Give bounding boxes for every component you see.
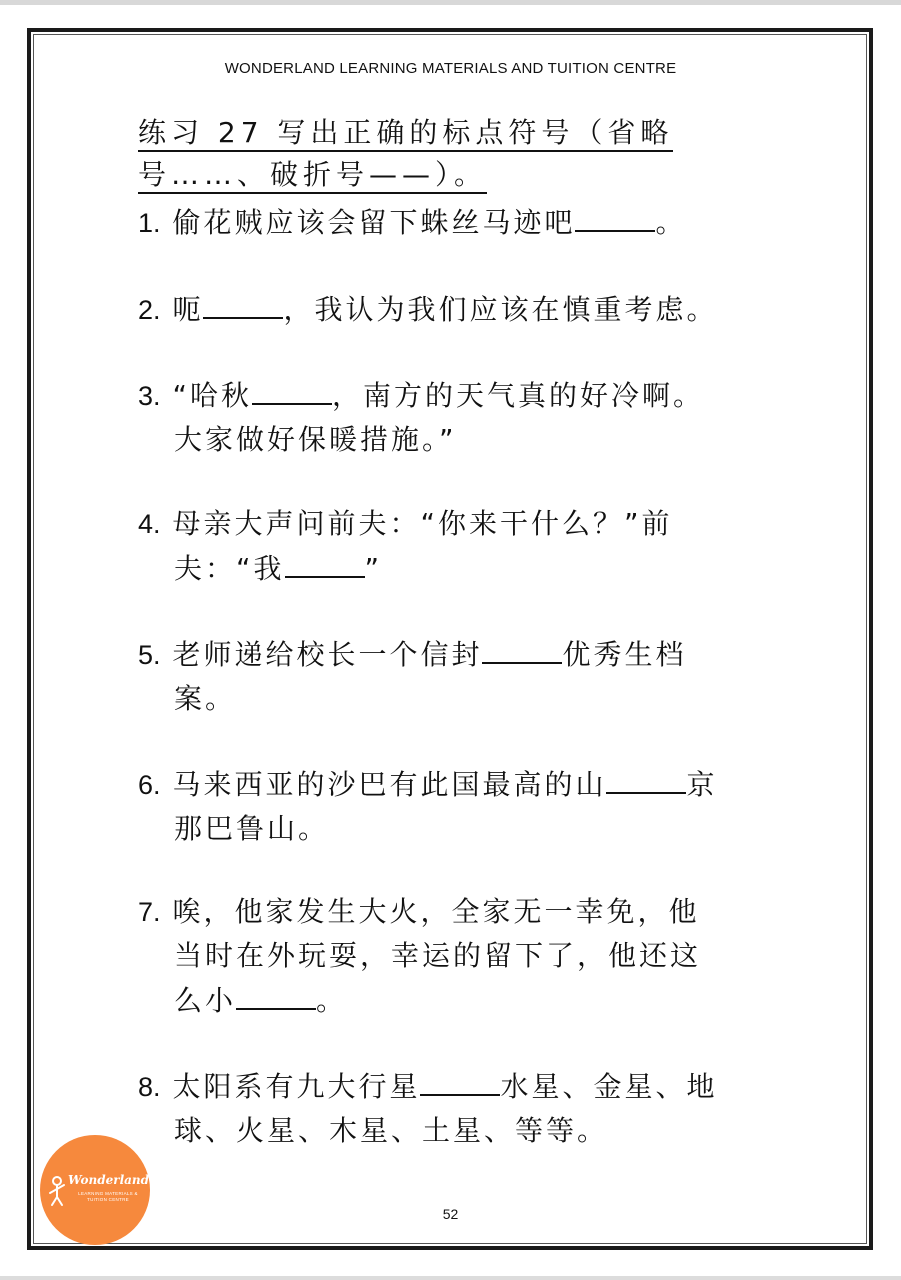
question-text: 案。	[174, 682, 237, 715]
question-text: ，南方的天气真的好冷啊。	[331, 379, 704, 412]
answer-blank[interactable]	[420, 1064, 500, 1096]
question-number: 8.	[138, 1072, 161, 1102]
question-text: 唉，他家发生大火，全家无一幸免，他	[172, 895, 700, 928]
bottom-strip	[0, 1276, 901, 1280]
question-4	[138, 502, 778, 591]
question-text: 偷花贼应该会留下蛛丝马迹吧	[172, 206, 576, 239]
question-text: 当时在外玩耍，幸运的留下了，他还这	[174, 939, 702, 972]
answer-blank[interactable]	[606, 762, 686, 794]
person-icon	[46, 1175, 68, 1207]
wonderland-logo	[40, 1135, 150, 1245]
question-7	[138, 890, 778, 1023]
question-text: 老师递给校长一个信封	[172, 638, 483, 671]
page-number: 52	[442, 1206, 459, 1222]
answer-blank[interactable]	[203, 287, 283, 319]
question-text: ”	[364, 552, 383, 585]
question-text: 马来西亚的沙巴有此国最高的山	[172, 768, 607, 801]
top-strip	[0, 0, 901, 5]
question-text: ，我认为我们应该在慎重考虑。	[283, 293, 718, 326]
logo-name: Wonderland	[68, 1173, 150, 1187]
question-1	[138, 200, 778, 245]
page-header: WONDERLAND LEARNING MATERIALS AND TUITION CENTRE	[224, 60, 677, 77]
question-number: 5.	[138, 640, 161, 670]
question-3	[138, 373, 778, 462]
answer-blank[interactable]	[482, 632, 562, 664]
question-text: 么小	[174, 984, 237, 1017]
answer-blank[interactable]	[252, 373, 332, 405]
title-line-1: 练习 27 写出正确的标点符号（省略	[138, 116, 673, 152]
logo-subtitle: LEARNING MATERIALS & TUITION CENTRE	[78, 1191, 138, 1202]
question-text: 太阳系有九大行星	[172, 1070, 421, 1103]
title-line-2: 号……、破折号——）。	[138, 158, 487, 194]
question-text: 。	[316, 984, 348, 1017]
question-number: 4.	[138, 509, 161, 539]
question-2	[138, 287, 778, 332]
question-number: 3.	[138, 381, 161, 411]
question-text: 水星、金星、地	[500, 1070, 718, 1103]
answer-blank[interactable]	[575, 200, 655, 232]
question-number: 2.	[138, 295, 161, 325]
question-text: 。	[655, 206, 687, 239]
question-text: 优秀生档	[562, 638, 687, 671]
question-8	[138, 1064, 778, 1153]
question-number: 7.	[138, 897, 161, 927]
question-text: 呃	[172, 293, 204, 326]
answer-blank[interactable]	[236, 978, 316, 1010]
question-text: “哈秋	[172, 379, 252, 412]
question-number: 1.	[138, 208, 161, 238]
question-text: 球、火星、木星、土星、等等。	[174, 1114, 609, 1147]
question-text: 那巴鲁山。	[174, 812, 330, 845]
question-text: 夫：“我	[174, 552, 285, 585]
exercise-title	[138, 112, 768, 196]
question-text: 京	[686, 768, 718, 801]
answer-blank[interactable]	[285, 546, 365, 578]
question-6	[138, 762, 778, 851]
question-number: 6.	[138, 770, 161, 800]
question-text: 大家做好保暖措施。”	[174, 423, 457, 456]
question-text: 母亲大声问前夫：“你来干什么？”前	[172, 507, 673, 540]
question-5	[138, 632, 778, 721]
